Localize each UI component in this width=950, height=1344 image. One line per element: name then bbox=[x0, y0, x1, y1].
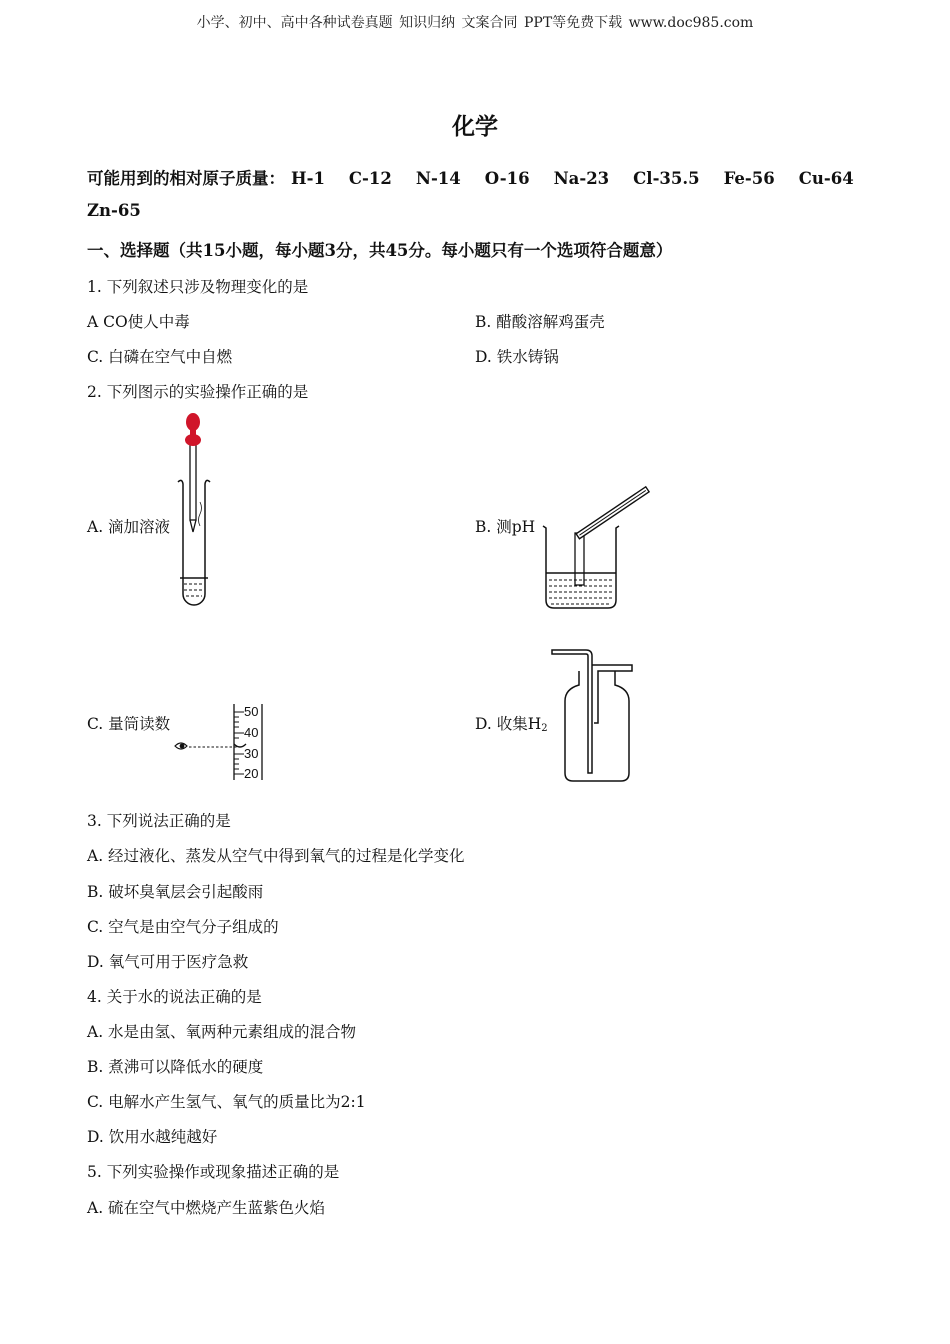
q2-option-d-text: D. 收集H bbox=[475, 715, 542, 733]
cylinder-tick-30: 30 bbox=[244, 746, 259, 761]
q2-option-d bbox=[475, 712, 548, 734]
q4-option-b: B. 煮沸可以降低水的硬度 bbox=[87, 1058, 264, 1076]
q4-option-c: C. 电解水产生氢气、氧气的质量比为2:1 bbox=[87, 1093, 366, 1111]
q2-option-c: C. 量筒读数 bbox=[87, 715, 171, 733]
page-header: 小学、初中、高中各种试卷真题 知识归纳 文案合同 PPT等免费下载 www.doc985.com bbox=[196, 15, 754, 31]
h2-subscript: 2 bbox=[541, 723, 548, 734]
q5-option-a: A. 硫在空气中燃烧产生蓝紫色火焰 bbox=[87, 1199, 326, 1217]
q3-option-a: A. 经过液化、蒸发从空气中得到氧气的过程是化学变化 bbox=[87, 847, 465, 865]
q3-option-c: C. 空气是由空气分子组成的 bbox=[87, 918, 279, 936]
q1-option-b: B. 醋酸溶解鸡蛋壳 bbox=[475, 313, 605, 331]
eye-icon bbox=[175, 743, 187, 749]
q1-option-c: C. 白磷在空气中自燃 bbox=[87, 348, 233, 366]
mass-cl: Cl-35.5 bbox=[633, 169, 700, 188]
section-heading: 一、选择题（共15小题，每小题3分，共45分。每小题只有一个选项符合题意） bbox=[87, 241, 673, 260]
q5-stem: 5. 下列实验操作或现象描述正确的是 bbox=[87, 1163, 340, 1181]
atomic-mass-label: 可能用到的相对原子质量： bbox=[87, 169, 285, 188]
q1-option-a: A CO使人中毒 bbox=[87, 313, 190, 331]
q3-option-d: D. 氧气可用于医疗急救 bbox=[87, 953, 249, 971]
q2-option-a: A. 滴加溶液 bbox=[87, 518, 171, 536]
dropper-bulb bbox=[185, 413, 201, 446]
mass-fe: Fe-56 bbox=[723, 169, 775, 188]
q1-stem: 1. 下列叙述只涉及物理变化的是 bbox=[87, 278, 309, 296]
mass-zn: Zn-65 bbox=[87, 201, 141, 220]
page-title: 化学 bbox=[452, 113, 498, 140]
cylinder-tick-20: 20 bbox=[244, 766, 259, 781]
mass-n: N-14 bbox=[415, 169, 461, 188]
cylinder-tick-40: 40 bbox=[244, 725, 259, 740]
q4-option-a: A. 水是由氢、氧两种元素组成的混合物 bbox=[87, 1023, 357, 1041]
mass-na: Na-23 bbox=[553, 169, 610, 188]
q3-option-b: B. 破坏臭氧层会引起酸雨 bbox=[87, 883, 264, 901]
gas-collection-bottle-figure bbox=[548, 643, 638, 788]
mass-o: O-16 bbox=[484, 169, 530, 188]
q1-option-d: D. 铁水铸锅 bbox=[475, 348, 559, 366]
q4-stem: 4. 关于水的说法正确的是 bbox=[87, 988, 262, 1006]
mass-cu: Cu-64 bbox=[798, 169, 854, 188]
dropper-test-tube-figure bbox=[170, 410, 220, 610]
q2-option-b: B. 测pH bbox=[475, 518, 536, 536]
q2-stem: 2. 下列图示的实验操作正确的是 bbox=[87, 383, 309, 401]
ph-test-beaker-figure bbox=[540, 478, 655, 613]
atomic-mass-line bbox=[87, 165, 878, 189]
q3-stem: 3. 下列说法正确的是 bbox=[87, 812, 231, 830]
graduated-cylinder-figure bbox=[172, 700, 272, 786]
mass-h: H-1 bbox=[291, 169, 325, 188]
q4-option-d: D. 饮用水越纯越好 bbox=[87, 1128, 218, 1146]
mass-c: C-12 bbox=[348, 169, 392, 188]
cylinder-tick-50: 50 bbox=[244, 704, 259, 719]
